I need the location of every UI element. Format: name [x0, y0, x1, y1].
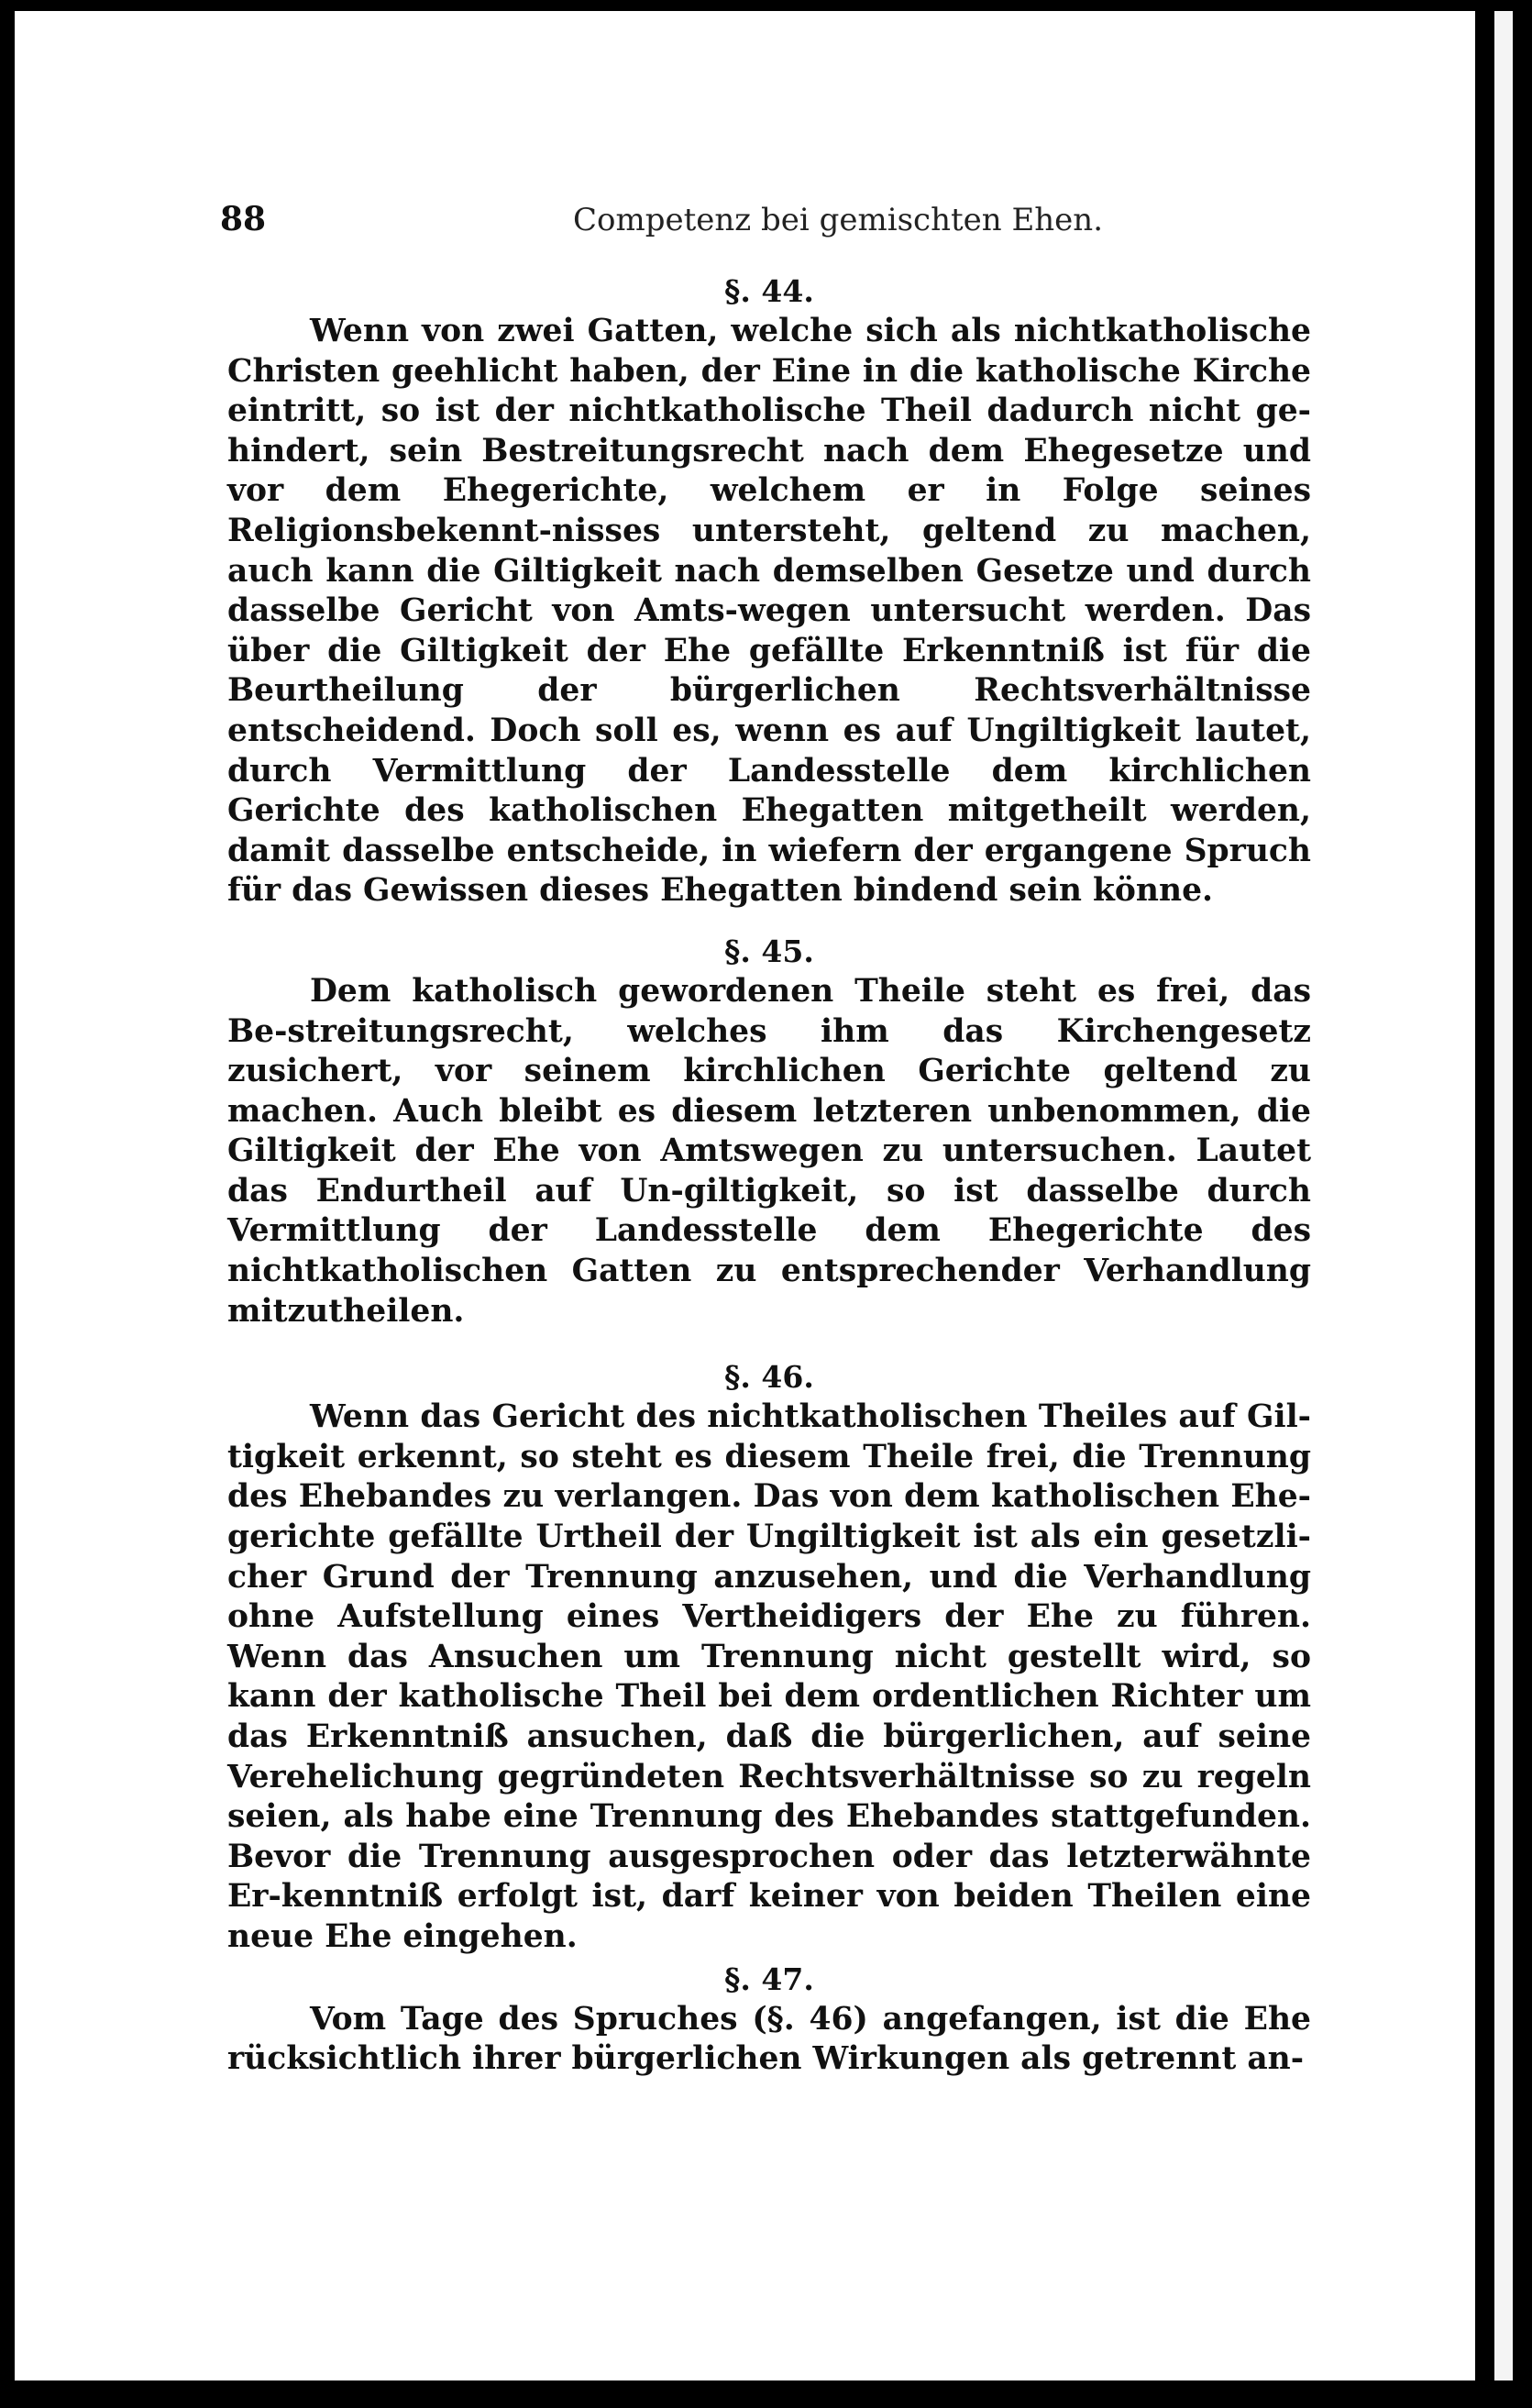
facing-page-edge — [1494, 11, 1513, 2380]
section-heading-46: §. 46. — [724, 1359, 814, 1396]
section-text-47: Vom Tage des Spruches (§. 46) angefangen, ist die Ehe rücksichtlich ihrer bürgerlichen Wirkungen als getrennt an- — [227, 2000, 1311, 2078]
page-body — [227, 271, 1311, 2080]
section-heading-47: §. 47. — [724, 1961, 814, 1997]
page-number: 88 — [220, 200, 267, 238]
section-heading-44: §. 44. — [724, 273, 814, 309]
running-title: Competenz bei gemischten Ehen. — [573, 202, 1103, 238]
section-text-45: Dem katholisch gewordenen Theile steht es frei, das Be-streitungsrecht, welches ihm das Kirchengesetz zusichert, vor seinem kirchlichen Gerichte geltend zu machen. Auch bleibt es diesem letzteren unbenommen, die Giltigkeit der Ehe von Amtswegen zu untersuchen. Lautet das Endurtheil auf Un-giltigkeit, so ist dasselbe durch Vermittlung der Landesstelle dem Ehegerichte des nichtkatholischen Gatten zu entsprechender Verhandlung mitzutheilen. — [227, 972, 1311, 1330]
section-heading-45: §. 45. — [724, 933, 814, 969]
section-text-44: Wenn von zwei Gatten, welche sich als nichtkatholische Christen geehlicht haben, der Eine in die katholische Kirche eintritt, so ist der nichtkatholische Theil dadurch nicht ge-hindert, sein Bestreitungsrecht nach dem Ehegesetze und vor dem Ehegerichte, welchem er in Folge seines Religionsbekennt-nisses untersteht, geltend zu machen, auch kann die Giltigkeit nach demselben Gesetze und durch dasselbe Gericht von Amts-wegen untersucht werden. Das über die Giltigkeit der Ehe gefällte Erkenntniß ist für die Beurtheilung der bürgerlichen Rechtsverhältnisse entscheidend. Doch soll es, wenn es auf Ungiltigkeit lautet, durch Vermittlung der Landesstelle dem kirchlichen Gerichte des katholischen Ehegatten mitgetheilt werden, damit dasselbe entscheide, in wiefern der ergangene Spruch für das Gewissen dieses Ehegatten bindend sein könne. — [227, 313, 1311, 910]
page-header — [220, 200, 1339, 255]
section-text-46: Wenn das Gericht des nichtkatholischen Theiles auf Gil-tigkeit erkennt, so steht es diesem Theile frei, die Trennung des Ehebandes zu verlangen. Das von dem katholischen Ehe-gerichte gefällte Urtheil der Ungiltigkeit ist als ein gesetzli-cher Grund der Trennung anzusehen, und die Verhandlung ohne Aufstellung eines Vertheidigers der Ehe zu führen. Wenn das Ansuchen um Trennung nicht gestellt wird, so kann der katholische Theil bei dem ordentlichen Richter um das Erkenntniß ansuchen, daß die bürgerlichen, auf seine Verehelichung gegründeten Rechtsverhältnisse so zu regeln seien, als habe eine Trennung des Ehebandes stattgefunden. Bevor die Trennung ausgesprochen oder das letzterwähnte Er-kenntniß erfolgt ist, darf keiner von beiden Theilen eine neue Ehe eingehen. — [227, 1398, 1311, 1955]
